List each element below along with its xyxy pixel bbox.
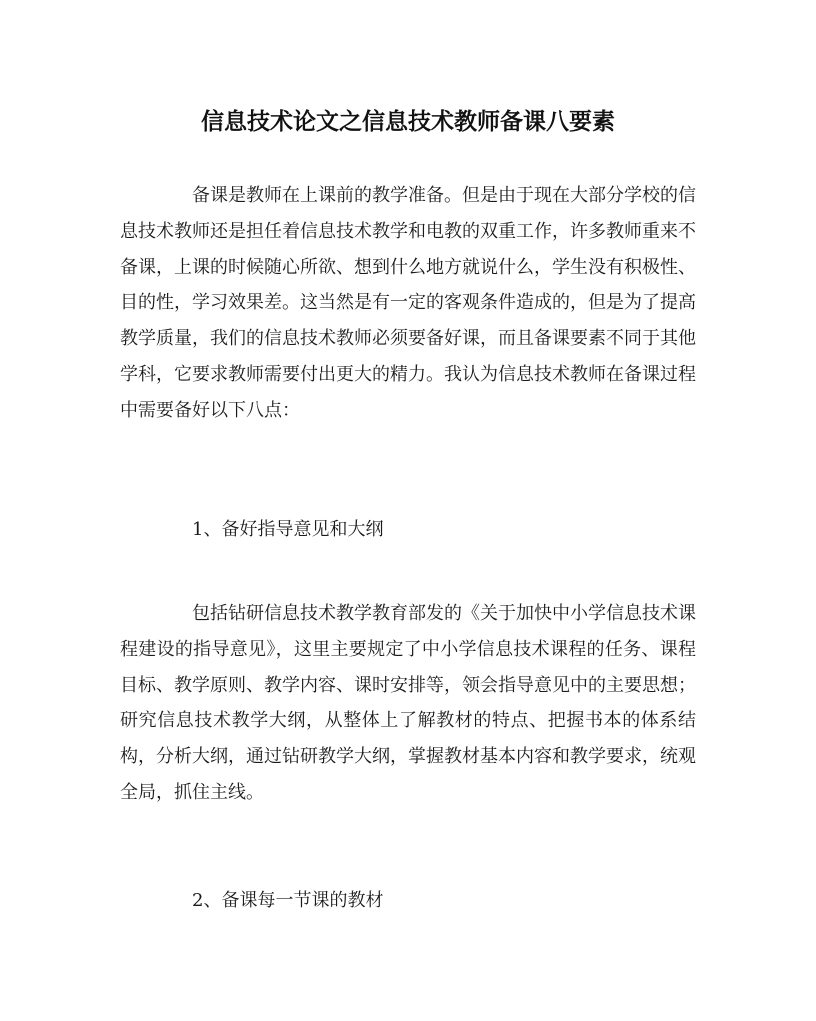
section-heading-1: 1、备好指导意见和大纲 bbox=[192, 519, 384, 540]
section-1-paragraph: 包括钻研信息技术教学教育部发的《关于加快中小学信息技术课程建设的指导意见》，这里主要规定了中小学信息技术课程的任务、课程目标、教学原则、教学内容、课时安排等，领会指导意见中的主要思想；研究信息技术教学大纲，从整体上了解教材的特点、把握书本的体系结构，分析大纲，通过钻研教学大纲，掌握教材基本内容和教学要求，统观全局，抓住主线。 bbox=[120, 603, 696, 803]
section-heading-2: 2、备课每一节课的教材 bbox=[192, 890, 384, 911]
intro-paragraph: 备课是教师在上课前的教学准备。但是由于现在大部分学校的信息技术教师还是担任着信息技术教学和电教的双重工作，许多教师重来不备课，上课的时候随心所欲、想到什么地方就说什么，学生没有积极性、目的性，学习效果差。这当然是有一定的客观条件造成的，但是为了提高教学质量，我们的信息技术教师必须要备好课，而且备课要素不同于其他学科，它要求教师需要付出更大的精力。我认为信息技术教师在备课过程中需要备好以下八点： bbox=[120, 185, 696, 421]
document-title: 信息技术论文之信息技术教师备课八要素 bbox=[201, 108, 615, 135]
